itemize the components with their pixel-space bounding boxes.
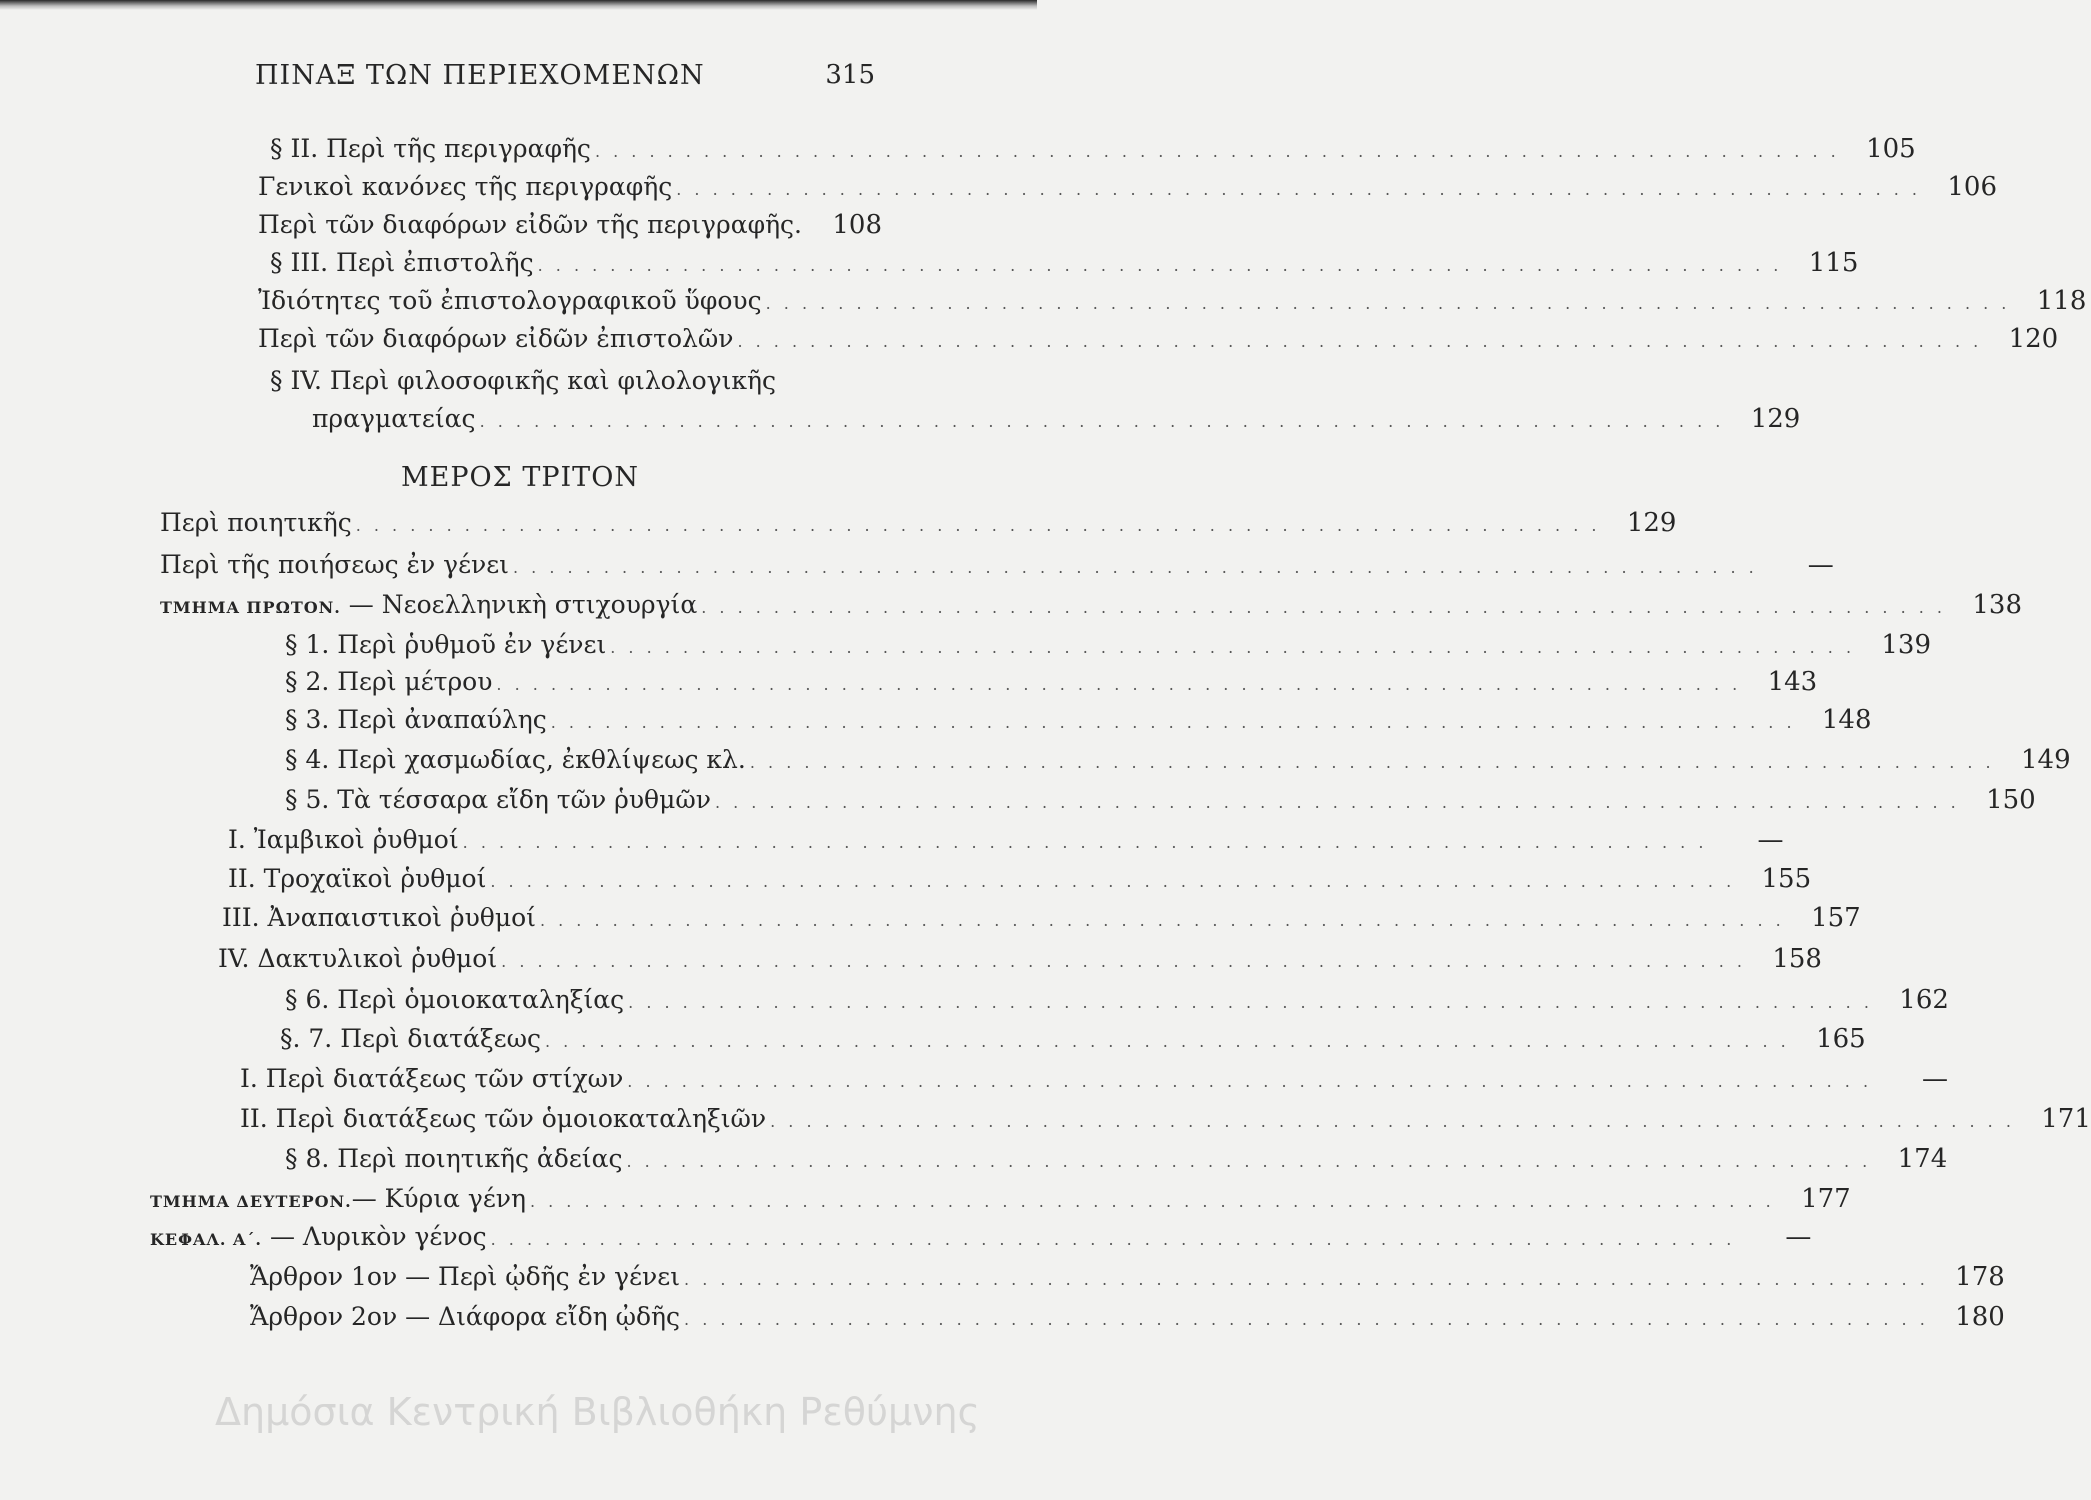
toc-entry-label: IV. Δακτυλικοὶ ῥυθμοί	[218, 944, 498, 973]
toc-entry-page: —	[1922, 1064, 1949, 1094]
toc-entry-label: § 5. Τὰ τέσσαρα εἴδη τῶν ῥυθμῶν	[285, 785, 711, 814]
dot-leader	[551, 713, 1796, 732]
dot-leader	[501, 952, 1746, 971]
dot-leader	[626, 1152, 1871, 1171]
dot-leader	[737, 332, 1982, 351]
dot-leader	[513, 558, 1758, 577]
toc-entry	[160, 550, 1834, 586]
toc-entry-page: 105	[1866, 134, 1916, 164]
toc-entry-label	[150, 1184, 526, 1213]
toc-entry-page: 143	[1767, 667, 1818, 697]
toc-entry-page: 106	[1947, 172, 1998, 202]
toc-entry-page: 155	[1761, 864, 1812, 894]
dot-leader	[496, 675, 1741, 694]
toc-entry	[285, 630, 1932, 666]
dot-leader	[538, 256, 1783, 275]
toc-entry-label: § 1. Περὶ ῥυθμοῦ ἐν γένει	[285, 630, 607, 659]
toc-entry	[150, 1184, 1851, 1220]
dot-leader	[676, 180, 1921, 199]
toc-entry	[285, 985, 1949, 1021]
page-number: 315	[825, 60, 875, 90]
toc-entry	[258, 324, 2059, 360]
toc-entry	[285, 705, 1872, 741]
dot-leader	[715, 793, 1960, 812]
toc-entry-label: § 6. Περὶ ὁμοιοκαταληξίας	[285, 985, 625, 1014]
dot-leader	[463, 833, 1708, 852]
toc-entry	[258, 286, 2087, 322]
toc-entry-label: Γενικοὶ κανόνες τῆς περιγραφῆς	[258, 172, 673, 201]
toc-entry	[285, 667, 1818, 703]
toc-entry-page: —	[1785, 1222, 1812, 1252]
toc-entry	[270, 248, 1859, 284]
toc-entry-label: Περὶ τῆς ποιήσεως ἐν γένει	[160, 550, 509, 579]
toc-entry	[240, 1064, 1949, 1100]
toc-entry-page: —	[1757, 825, 1784, 855]
part-heading: ΜΕΡΟΣ ΤΡΙΤΟΝ	[401, 462, 639, 493]
toc-entry-page: 108	[832, 210, 883, 240]
toc-entry-label: Ἄρθρον 2ον — Διάφορα εἴδη ᾠδῆς	[250, 1302, 681, 1331]
toc-entry-page: 178	[1955, 1262, 2005, 1292]
library-watermark: Δημόσια Κεντρική Βιβλιοθήκη Ρεθύμνης	[215, 1390, 980, 1434]
toc-entry-page: 180	[1955, 1302, 2005, 1332]
toc-entry-page: 129	[1626, 508, 1677, 538]
toc-entry-page: 115	[1808, 248, 1859, 278]
toc-entry-label: Ι. Ἰαμβικοὶ ῥυθμοί	[228, 825, 459, 854]
dot-leader	[356, 516, 1601, 535]
dot-leader	[766, 294, 2011, 313]
dot-leader	[684, 1270, 1929, 1289]
toc-entry	[160, 590, 2023, 626]
toc-entry-label: §. 7. Περὶ διατάξεως	[280, 1024, 541, 1053]
toc-entry-page: 165	[1816, 1024, 1866, 1054]
toc-entry	[218, 944, 1822, 980]
dot-leader	[595, 142, 1840, 161]
toc-entry	[258, 210, 883, 246]
dot-leader	[490, 872, 1735, 891]
toc-entry-label: Περὶ τῶν διαφόρων εἰδῶν ἐπιστολῶν	[258, 324, 734, 353]
toc-entry-label: Ι. Περὶ διατάξεως τῶν στίχων	[240, 1064, 624, 1093]
toc-entry-label	[150, 1222, 487, 1251]
toc-entry	[285, 1144, 1948, 1180]
dot-leader	[684, 1310, 1929, 1329]
section-heading-smallcaps: ΤΜΗΜΑ ΠΡΩΤΟΝ.	[160, 598, 341, 617]
toc-entry-label: ΙΙ. Περὶ διατάξεως τῶν ὁμοιοκαταληξιῶν	[240, 1104, 767, 1133]
toc-entry	[258, 172, 1998, 208]
running-title: ΠΙΝΑΞ ΤΩΝ ΠΕΡΙΕΧΟΜΕΝΩΝ	[255, 60, 705, 91]
toc-entry-label: § ΙΙ. Περὶ τῆς περιγραφῆς	[270, 134, 591, 163]
toc-entry	[150, 1222, 1812, 1258]
toc-entry-page: 148	[1821, 705, 1872, 735]
toc-entry-label: § IV. Περὶ φιλοσοφικῆς καὶ φιλολογικῆς	[270, 366, 776, 395]
toc-entry	[270, 366, 875, 402]
toc-entry-page: 120	[2008, 324, 2059, 354]
dot-leader	[750, 753, 1995, 772]
dot-leader	[491, 1230, 1736, 1249]
dot-leader	[627, 1072, 1872, 1091]
toc-entry-page: 149	[2021, 745, 2071, 775]
dot-leader	[701, 598, 1946, 617]
toc-entry-page: 139	[1881, 630, 1932, 660]
toc-entry-label: § 2. Περὶ μέτρου	[285, 667, 493, 696]
dot-leader	[540, 911, 1785, 930]
toc-entry-label: Ἄρθρον 1ον — Περὶ ᾠδῆς ἐν γένει	[250, 1262, 681, 1291]
dot-leader	[628, 993, 1873, 1012]
toc-entry-label: § 3. Περὶ ἀναπαύλης	[285, 705, 547, 734]
toc-entry-label: § 8. Περὶ ποιητικῆς ἀδείας	[285, 1144, 623, 1173]
toc-entry	[228, 864, 1812, 900]
toc-entry-label: πραγματείας	[312, 404, 476, 433]
toc-entry-label: Περὶ ποιητικῆς	[160, 508, 352, 537]
toc-entry	[240, 1104, 2091, 1140]
toc-entry-label: ΙΙ. Τροχαϊκοὶ ῥυθμοί	[228, 864, 487, 893]
toc-entry-page: 138	[1972, 590, 2023, 620]
toc-entry-label: § 4. Περὶ χασμωδίας, ἐκθλίψεως κλ.	[285, 745, 746, 774]
toc-entry-page: 177	[1801, 1184, 1851, 1214]
chapter-heading-smallcaps: ΚΕΦΑΛ. Α΄.	[150, 1230, 262, 1249]
toc-entry-label: Περὶ τῶν διαφόρων εἰδῶν τῆς περιγραφῆς.	[258, 210, 803, 239]
chapter-title: — Λυρικὸν γένος	[262, 1222, 487, 1251]
dot-leader	[480, 412, 1725, 431]
toc-entry-page: 174	[1897, 1144, 1948, 1174]
toc-entry	[250, 1302, 2005, 1338]
dot-leader	[770, 1112, 2015, 1131]
toc-entry-label: Ἰδιότητες τοῦ ἐπιστολογραφικοῦ ὕφους	[258, 286, 762, 315]
toc-entry-page: 118	[2036, 286, 2087, 316]
toc-entry-page: 150	[1986, 785, 2036, 815]
toc-entry	[270, 134, 1916, 170]
toc-entry	[222, 903, 1861, 939]
dot-leader	[545, 1032, 1790, 1051]
toc-entry-label: ΙΙΙ. Ἀναπαιστικοὶ ῥυθμοί	[222, 903, 536, 932]
toc-entry-label	[160, 590, 697, 619]
dot-leader	[530, 1192, 1775, 1211]
toc-entry	[285, 745, 2071, 781]
toc-entry-page: 129	[1750, 404, 1801, 434]
toc-entry	[228, 825, 1784, 861]
toc-entry-page: —	[1807, 550, 1834, 580]
toc-entry	[285, 785, 2036, 821]
toc-entry	[312, 404, 1801, 440]
toc-entry	[250, 1262, 2005, 1298]
toc-entry	[280, 1024, 1866, 1060]
section-heading-smallcaps: ΤΜΗΜΑ ΔΕΥΤΕΡΟΝ.	[150, 1192, 352, 1211]
toc-entry-label: § ΙΙΙ. Περὶ ἐπιστολῆς	[270, 248, 534, 277]
toc-entry-page: 158	[1772, 944, 1822, 974]
running-header	[255, 60, 875, 100]
section-title: — Κύρια γένη	[351, 1184, 526, 1213]
section-title: — Νεοελληνικὴ στιχουργία	[340, 590, 698, 619]
toc-entry-page: 162	[1899, 985, 1949, 1015]
toc-entry-page: 171	[2041, 1104, 2091, 1134]
toc-entry	[160, 508, 1677, 544]
toc-entry-page: 157	[1811, 903, 1861, 933]
dot-leader	[610, 638, 1855, 657]
